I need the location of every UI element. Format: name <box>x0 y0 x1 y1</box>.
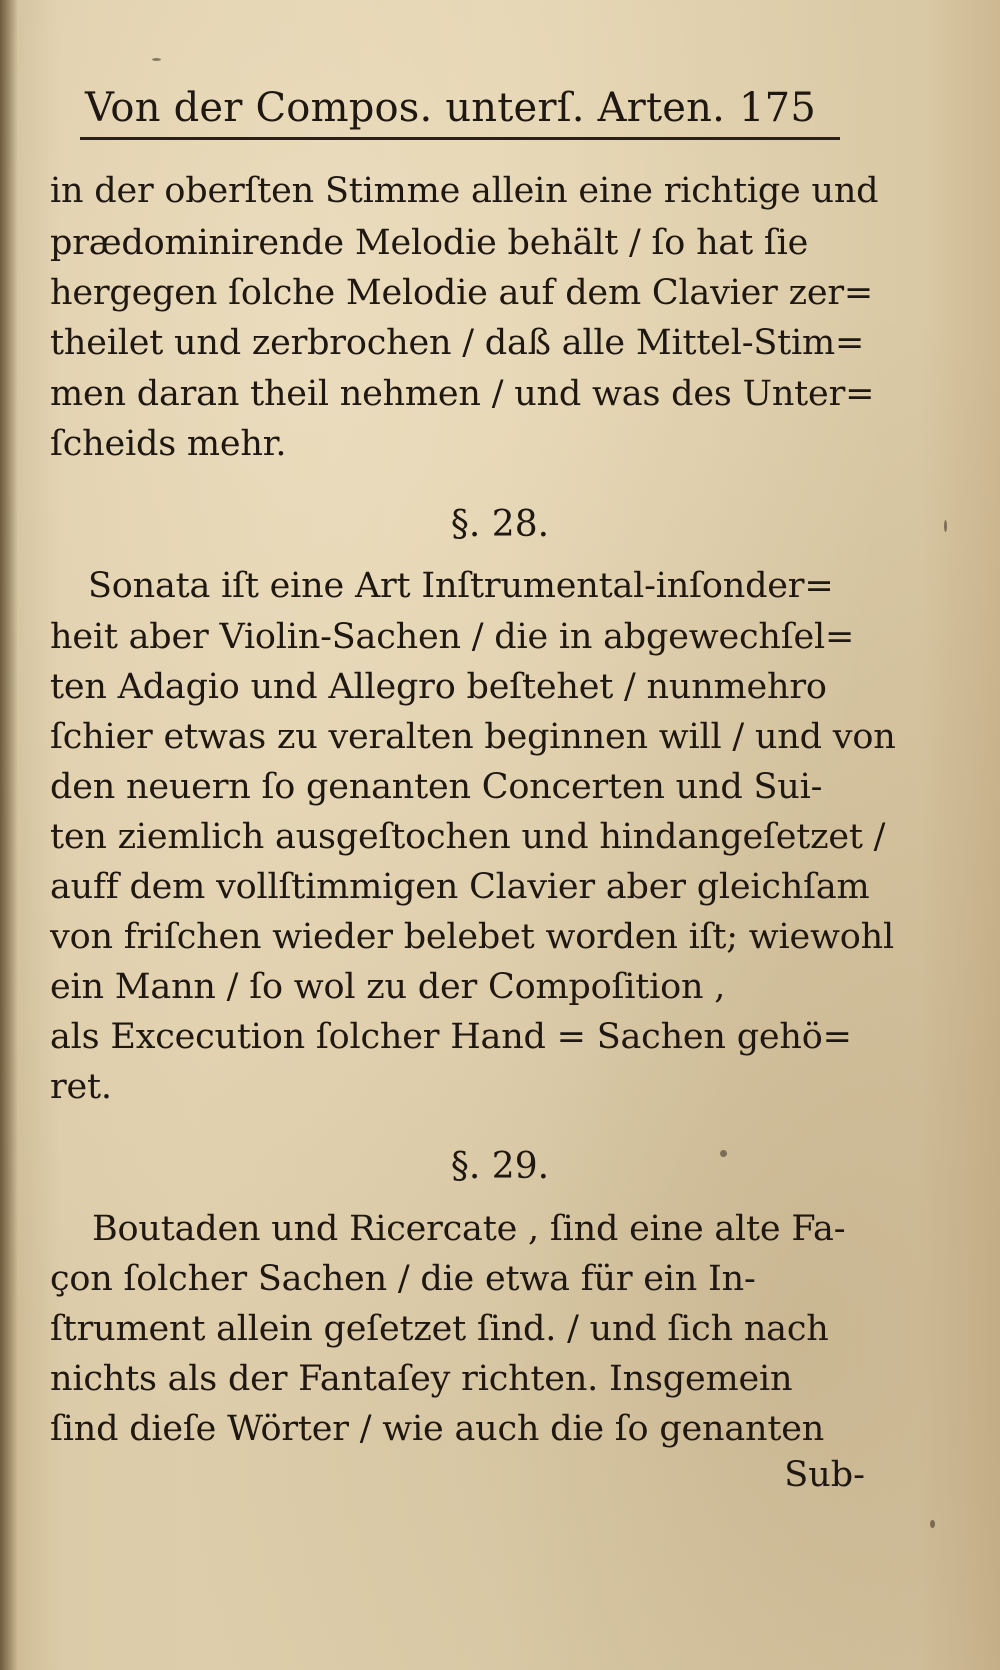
text-line: nichts als der Fantaſey richten. Insgemein <box>50 1359 793 1399</box>
text-line: ſtrument allein geſetzet ſind. / und ſich nach <box>50 1309 829 1349</box>
text-line: theilet und zerbrochen / daß alle Mittel-Stim= <box>50 323 865 363</box>
ink-speck <box>152 58 161 61</box>
text-line: den neuern ſo genanten Concerten und Sui- <box>50 767 823 807</box>
text-line: ſchier etwas zu veralten beginnen will / und von <box>50 717 896 757</box>
text-line: ten ziemlich ausgeſtochen und hindangeſetzet / <box>50 817 886 857</box>
text-line: ſcheids mehr. <box>50 424 287 464</box>
text-line: ten Adagio und Allegro beſtehet / nunmehro <box>50 667 827 707</box>
header-rule <box>80 137 840 140</box>
text-line: men daran theil nehmen / und was des Unter= <box>50 374 875 414</box>
text-line: ſind dieſe Wörter / wie auch die ſo genanten <box>50 1409 825 1449</box>
text-line: ein Mann / ſo wol zu der Compoſition , <box>50 967 726 1007</box>
text-line: Sonata iſt eine Art Inſtrumental-inſonder= <box>88 566 834 606</box>
ink-speck <box>930 1520 935 1528</box>
text-line: auff dem vollſtimmigen Clavier aber gleichſam <box>50 867 870 907</box>
text-line: heit aber Violin-Sachen / die in abgewechſel= <box>50 617 855 657</box>
page-edge-shadow <box>0 0 18 1670</box>
running-header-title: Von der Compos. unterſ. Arten. <box>85 85 726 131</box>
text-line: Boutaden und Ricercate , ſind eine alte Fa- <box>92 1209 846 1249</box>
text-line: in der oberſten Stimme allein eine richtige und <box>50 171 879 211</box>
section-number-28: §. 28. <box>450 504 550 545</box>
text-line: prædominirende Melodie behält / ſo hat ſie <box>50 223 809 263</box>
text-line: als Excecution ſolcher Hand = Sachen gehö= <box>50 1017 852 1057</box>
text-line: von friſchen wieder belebet worden iſt; wiewohl <box>50 917 894 957</box>
running-header <box>85 80 845 136</box>
text-line: çon ſolcher Sachen / die etwa für ein In- <box>50 1259 756 1299</box>
page-number: 175 <box>739 85 816 131</box>
section-number-29: §. 29. <box>450 1146 550 1187</box>
text-line: ret. <box>50 1067 112 1107</box>
catchword: Sub- <box>784 1455 865 1495</box>
text-line: hergegen ſolche Melodie auf dem Clavier zer= <box>50 273 874 313</box>
